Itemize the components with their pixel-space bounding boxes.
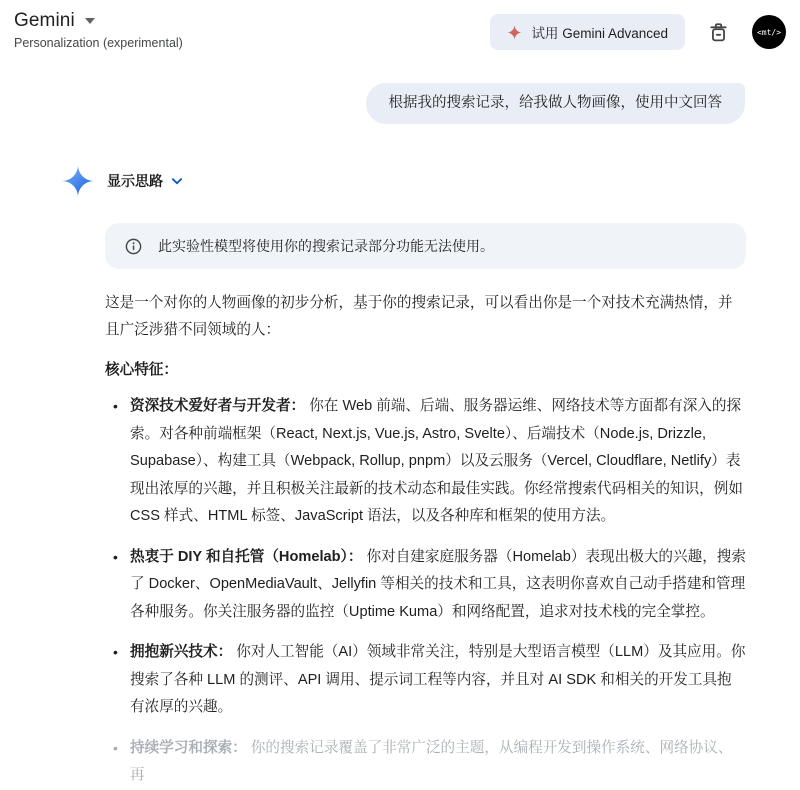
model-dropdown-icon [85, 18, 95, 24]
traits-list [105, 393, 746, 790]
model-selector[interactable] [14, 10, 183, 50]
model-response-header [62, 165, 800, 197]
show-thoughts-toggle[interactable] [107, 171, 186, 191]
chevron-down-icon [168, 172, 186, 190]
avatar[interactable] [752, 15, 786, 49]
trait-text: 你的搜索记录覆盖了非常广泛的主题，从编程开发到操作系统、网络协议、再 [130, 739, 733, 783]
show-thoughts-label: 显示思路 [107, 173, 163, 189]
info-icon [124, 237, 143, 256]
app-title: Gemini [14, 10, 75, 31]
list-item [105, 393, 746, 531]
list-item [105, 735, 746, 790]
trait-text: 你在 Web 前端、后端、服务器运维、网络技术等方面都有深入的探索。对各种前端框架（React, Next.js, Vue.js, Astro, Svelte）、后端技术（Node.js, Drizzle, Supabase）、构建工具（Webpack, Rollup, pnpm）以及云服务（Vercel, Cloudflare, Netlify）表现出浓厚的兴趣，并且积极关注最新的技术动态和最佳实践。你经常搜索代码相关的知识，例如 CSS 样式、HTML 标签、JavaScript 语法，以及各种库和框架的使用方法。 [130, 398, 743, 524]
user-message-bubble: 根据我的搜索记录，给我做人物画像，使用中文回答 [366, 83, 746, 124]
try-gemini-advanced-label: 试用 Gemini Advanced [531, 26, 668, 41]
user-message-row [0, 83, 800, 124]
trash-icon [707, 21, 730, 44]
gemini-sparkle-icon [62, 165, 94, 197]
response-intro: 这是一个对你的人物画像的初步分析，基于你的搜索记录，可以看出你是一个对技术充满热情，并且广泛涉猎不同领域的人： [105, 295, 733, 338]
trait-label: 持续学习和探索： [130, 739, 247, 756]
advanced-sparkle-icon [507, 25, 522, 40]
trait-label: 资深技术爱好者与开发者： [130, 398, 306, 414]
list-item [105, 639, 746, 722]
section-heading: 核心特征： [105, 362, 178, 378]
list-item [105, 544, 746, 627]
trait-text: 你对人工智能（AI）领域非常关注，特别是大型语言模型（LLM）及其应用。你搜索了各种 LLM 的测评、API 调用、提示词工程等内容，并且对 AI SDK 和相关的开发工具抱有浓厚的兴趣。 [130, 644, 746, 715]
experimental-notice-banner [105, 223, 746, 269]
delete-chat-button[interactable] [705, 19, 732, 46]
experimental-notice-text: 此实验性模型将使用你的搜索记录部分功能无法使用。 [158, 238, 494, 254]
top-bar [0, 0, 800, 50]
trait-text: 你对自建家庭服务器（Homelab）表现出极大的兴趣，搜索了 Docker、OpenMediaVault、Jellyfin 等相关的技术和工具，这表明你喜欢自己动手搭建和管理各种服务。你关注服务器的监控（Uptime Kuma）和网络配置，追求对技术栈的完全掌控。 [130, 548, 746, 620]
model-response-body [105, 223, 746, 790]
trait-label: 热衷于 DIY 和自托管（Homelab）： [130, 548, 363, 565]
trait-label: 拥抱新兴技术： [130, 644, 233, 660]
try-gemini-advanced-button[interactable] [490, 14, 685, 50]
model-subtitle: Personalization (experimental) [14, 36, 183, 50]
avatar-label: <mt/> [756, 27, 782, 37]
